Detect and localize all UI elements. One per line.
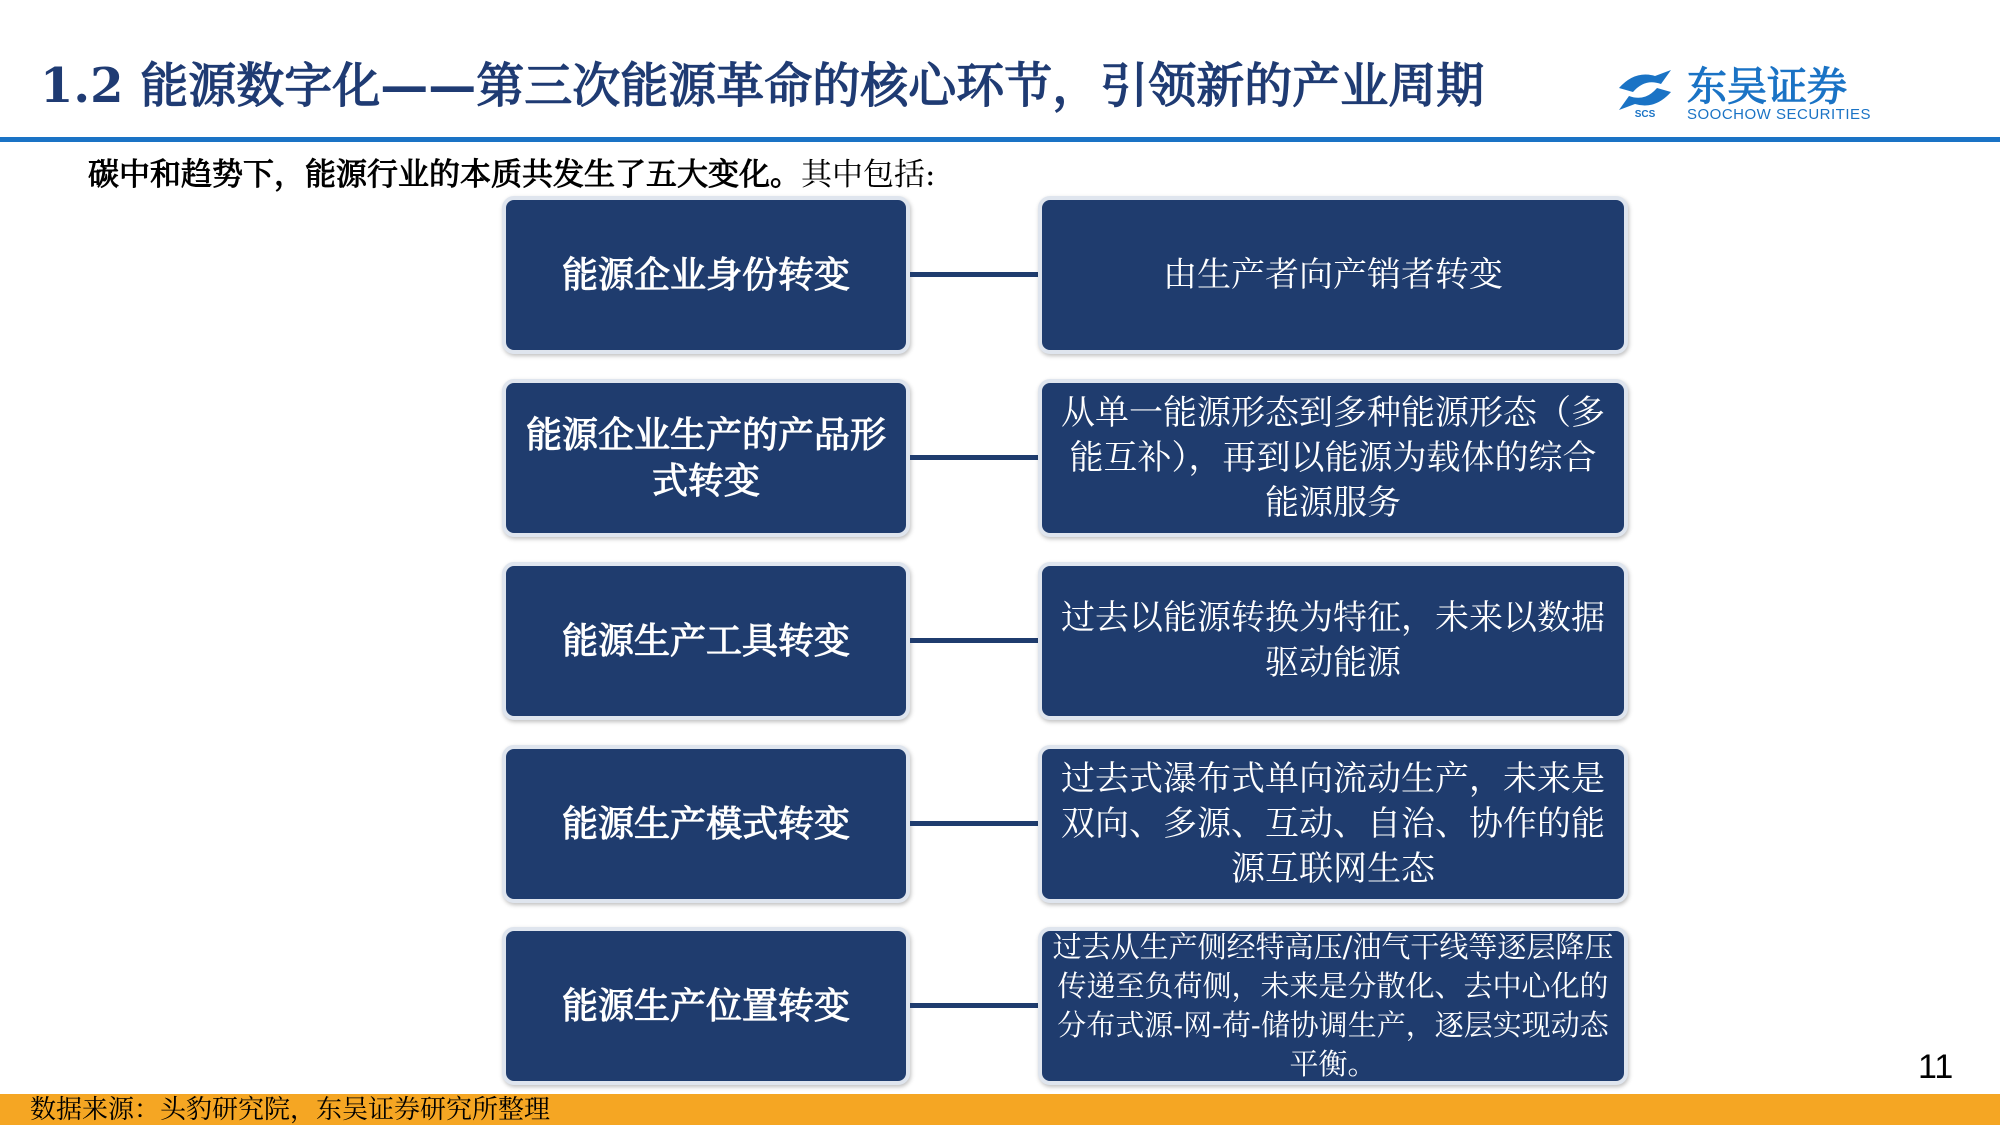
- page-title: 1.2 能源数字化——第三次能源革命的核心环节，引领新的产业周期: [40, 58, 1485, 114]
- intro-text: [88, 155, 935, 195]
- change-box-left-1: 能源企业身份转变: [502, 196, 910, 354]
- change-box-right-1: 由生产者向产销者转变: [1038, 196, 1628, 354]
- connector-line-1: [910, 272, 1038, 277]
- page-number: 11: [1918, 1048, 1954, 1086]
- change-box-right-2: 从单一能源形态到多种能源形态（多能互补），再到以能源为载体的综合能源服务: [1038, 379, 1628, 537]
- change-box-right-3: 过去以能源转换为特征，未来以数据驱动能源: [1038, 562, 1628, 720]
- company-logo: [1615, 64, 1955, 122]
- connector-line-3: [910, 638, 1038, 643]
- header-divider: [0, 137, 2000, 142]
- change-box-left-5: 能源生产位置转变: [502, 927, 910, 1085]
- change-box-left-2: 能源企业生产的产品形式转变: [502, 379, 910, 537]
- intro-normal: 其中包括:: [801, 157, 936, 193]
- logo-cn-text: 东吴证券: [1687, 64, 1847, 110]
- logo-mark-text: SCS: [1634, 109, 1656, 118]
- change-box-left-4: 能源生产模式转变: [502, 745, 910, 903]
- scs-logo-icon: [1615, 68, 1675, 118]
- connector-line-2: [910, 455, 1038, 460]
- logo-en-text: SOOCHOW SECURITIES: [1687, 106, 1872, 123]
- connector-line-5: [910, 1003, 1038, 1008]
- change-box-left-3: 能源生产工具转变: [502, 562, 910, 720]
- data-source: 数据来源：头豹研究院，东吴证券研究所整理: [30, 1095, 551, 1125]
- change-box-right-4: 过去式瀑布式单向流动生产，未来是双向、多源、互动、自治、协作的能源互联网生态: [1038, 745, 1628, 903]
- connector-line-4: [910, 821, 1038, 826]
- intro-bold: 碳中和趋势下，能源行业的本质共发生了五大变化。: [88, 157, 801, 193]
- change-box-right-5: 过去从生产侧经特高压/油气干线等逐层降压传递至负荷侧，未来是分散化、去中心化的分布式源-网-荷-储协调生产，逐层实现动态平衡。: [1038, 927, 1628, 1085]
